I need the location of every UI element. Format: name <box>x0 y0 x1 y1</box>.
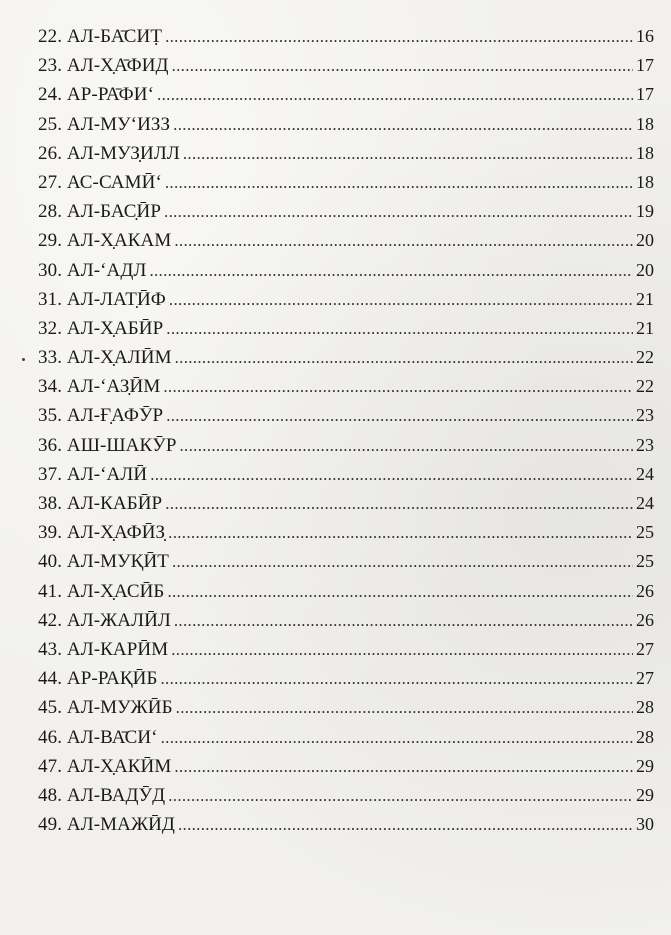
dot-leader <box>178 810 633 839</box>
toc-entry <box>38 547 654 576</box>
toc-entry-page: 18 <box>636 142 654 163</box>
toc-entry-title: 22. АЛ-БА̄СИṬ <box>38 26 163 47</box>
toc-entry-page: 27 <box>636 668 654 689</box>
toc-entry <box>38 752 654 781</box>
toc-entry <box>38 489 654 518</box>
toc-entry-title: 32. АЛ-Х̣АБӢР <box>38 317 164 339</box>
toc-entry <box>38 51 654 80</box>
dot-leader <box>168 518 633 547</box>
dot-leader <box>167 577 633 606</box>
dot-leader <box>160 664 633 693</box>
toc-entry <box>38 723 654 752</box>
dot-leader <box>171 635 633 664</box>
toc-entry <box>38 693 654 722</box>
toc-entry-page: 22 <box>636 347 654 368</box>
toc-entry-title: 31. АЛ-ЛАТ̣ӢФ <box>38 288 166 310</box>
toc-entry-page: 25 <box>636 551 654 572</box>
toc-entry-title: 33. АЛ-Х̣АЛӢМ <box>38 347 172 369</box>
toc-entry-title: 30. АЛ-‘АДЛ <box>38 259 147 281</box>
dot-leader <box>172 547 633 576</box>
toc-entry-page: 17 <box>636 55 654 76</box>
dot-leader <box>173 110 633 139</box>
dot-leader <box>174 226 633 255</box>
toc-entry-title: 44. АР-РАҚӢБ <box>38 668 158 690</box>
toc-entry-title: 29. АЛ-Х̣АКАМ <box>38 230 172 252</box>
toc-entry-title: 27. АС-САМӢ‘ <box>38 171 162 193</box>
toc-entry-page: 21 <box>636 288 654 309</box>
dot-leader <box>165 489 633 518</box>
toc-entry-page: 29 <box>636 755 654 776</box>
toc-entry <box>38 431 654 460</box>
toc-entry-title: 24. АР-РА̄ФИ‘ <box>38 84 155 106</box>
toc-entry-page: 18 <box>636 113 654 134</box>
toc-entry-page: 28 <box>636 697 654 718</box>
toc-entry <box>38 635 654 664</box>
toc-entry-title: 35. АЛ-Ғ̣АФӮР <box>38 405 164 427</box>
dot-leader <box>172 51 633 80</box>
toc-entry-page: 27 <box>636 638 654 659</box>
toc-entry-page: 26 <box>636 609 654 630</box>
toc-entry-page: 17 <box>636 84 654 105</box>
toc-entry <box>38 518 654 547</box>
dot-leader <box>163 372 633 401</box>
dot-leader <box>168 781 633 810</box>
toc-entry <box>38 781 654 810</box>
toc-entry-page: 18 <box>636 171 654 192</box>
toc-entry-title: 46. АЛ-ВА̄СИ‘ <box>38 726 158 748</box>
toc-entry-title: 47. АЛ-Х̣АКӢМ <box>38 755 172 777</box>
toc-entry-title: 39. АЛ-Х̣АФӢЗ̣ <box>38 522 166 544</box>
toc-entry-page: 21 <box>636 317 654 338</box>
toc-entry-title: 37. АЛ-‘АЛӢ <box>38 463 148 485</box>
toc-entry-title: 48. АЛ-ВАДӮД <box>38 784 166 806</box>
toc-entry <box>38 285 654 314</box>
print-speck <box>22 358 25 361</box>
toc-entry-title: 36. АШ-ШАКӮР <box>38 434 177 456</box>
toc-entry-title: 26. АЛ-МУЗ̣ИЛЛ <box>38 142 180 164</box>
toc-entry <box>38 110 654 139</box>
toc-entry-page: 29 <box>636 784 654 805</box>
toc-entry <box>38 577 654 606</box>
dot-leader <box>149 256 633 285</box>
toc-entry <box>38 256 654 285</box>
toc-entry-page: 23 <box>636 405 654 426</box>
toc-entry-title: 42. АЛ-ЖАЛӢЛ <box>38 609 171 631</box>
toc-entry <box>38 372 654 401</box>
dot-leader <box>180 431 634 460</box>
dot-leader <box>183 139 633 168</box>
table-of-contents <box>38 22 654 839</box>
dot-leader <box>174 752 633 781</box>
dot-leader <box>165 168 633 197</box>
toc-entry-page: 24 <box>636 493 654 513</box>
toc-entry <box>38 810 654 839</box>
toc-entry <box>38 460 654 489</box>
toc-entry-page: 30 <box>636 814 654 835</box>
toc-entry-page: 25 <box>636 522 654 543</box>
toc-entry-page: 22 <box>636 376 654 397</box>
dot-leader <box>175 343 633 372</box>
toc-entry-page: 28 <box>636 726 654 747</box>
toc-entry-page: 19 <box>636 201 654 222</box>
toc-entry <box>38 606 654 635</box>
dot-leader <box>157 80 633 109</box>
toc-entry-title: 41. АЛ-Х̣АСӢБ <box>38 580 165 602</box>
dot-leader <box>150 460 633 489</box>
toc-entry <box>38 664 654 693</box>
toc-entry-page: 20 <box>636 259 654 280</box>
toc-entry-page: 23 <box>636 434 654 455</box>
toc-entry-title: 34. АЛ-‘АЗ̣ӢМ <box>38 376 161 398</box>
toc-entry <box>38 139 654 168</box>
dot-leader <box>161 723 633 752</box>
toc-entry-title: 45. АЛ-МУЖӢБ <box>38 697 173 719</box>
toc-entry <box>38 22 654 51</box>
dot-leader <box>166 401 633 430</box>
toc-entry <box>38 226 654 255</box>
toc-entry-title: 38. АЛ-КАБӢР <box>38 493 163 514</box>
toc-entry-page: 24 <box>636 463 654 484</box>
toc-entry <box>38 197 654 226</box>
dot-leader <box>169 285 633 314</box>
toc-entry <box>38 343 654 372</box>
dot-leader <box>176 693 633 722</box>
toc-entry-title: 23. АЛ-Х̣А̄ФИД <box>38 55 169 77</box>
toc-entry <box>38 80 654 109</box>
dot-leader <box>165 22 633 51</box>
toc-entry <box>38 168 654 197</box>
toc-entry <box>38 401 654 430</box>
toc-entry-page: 26 <box>636 580 654 601</box>
toc-entry <box>38 314 654 343</box>
toc-entry-page: 20 <box>636 230 654 251</box>
toc-entry-title: 40. АЛ-МУҚӢТ <box>38 551 169 573</box>
toc-entry-title: 28. АЛ-БАС̣ӢР <box>38 201 162 223</box>
toc-entry-title: 25. АЛ-МУ‘ИЗЗ <box>38 113 171 135</box>
toc-entry-title: 43. АЛ-КАРӢМ <box>38 638 169 660</box>
toc-entry-page: 16 <box>636 26 654 46</box>
dot-leader <box>166 314 633 343</box>
dot-leader <box>164 197 633 226</box>
dot-leader <box>174 606 633 635</box>
toc-entry-title: 49. АЛ-МАЖӢД <box>38 814 175 836</box>
